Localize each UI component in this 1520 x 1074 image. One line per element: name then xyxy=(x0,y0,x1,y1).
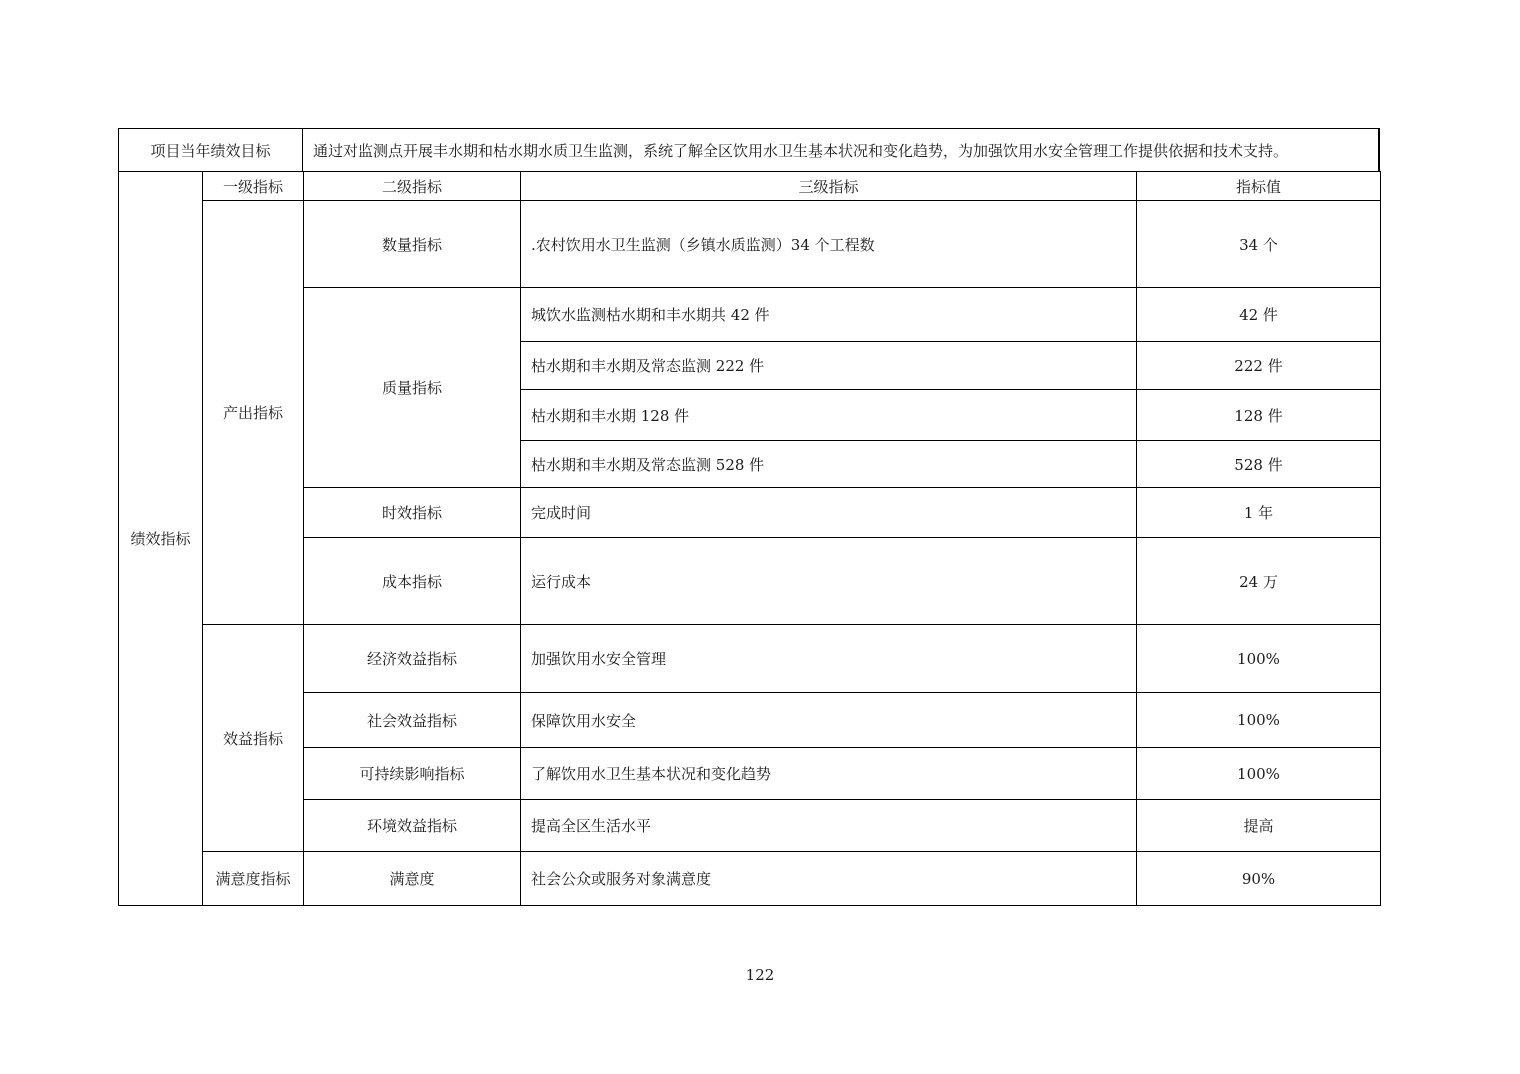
performance-indicator-table xyxy=(118,171,1381,906)
timeliness-indicator-item: 完成时间 xyxy=(521,488,1137,538)
satisfaction-value: 90% xyxy=(1137,852,1381,906)
goal-label: 项目当年绩效目标 xyxy=(119,129,303,172)
environmental-benefit-item: 提高全区生活水平 xyxy=(521,800,1137,852)
quality-indicator-label: 质量指标 xyxy=(304,288,521,488)
cost-indicator-item: 运行成本 xyxy=(521,538,1137,625)
social-benefit-item: 保障饮用水安全 xyxy=(521,693,1137,748)
cost-indicator-value: 24 万 xyxy=(1137,538,1381,625)
quantity-indicator-label: 数量指标 xyxy=(304,201,521,288)
sustainable-impact-item: 了解饮用水卫生基本状况和变化趋势 xyxy=(521,748,1137,800)
header-value: 指标值 xyxy=(1137,172,1381,201)
table-row xyxy=(119,693,1381,748)
table-row xyxy=(119,625,1381,693)
quality-indicator-item: 枯水期和丰水期 128 件 xyxy=(521,390,1137,441)
table-row xyxy=(119,852,1381,906)
economic-benefit-label: 经济效益指标 xyxy=(304,625,521,693)
quality-indicator-value: 128 件 xyxy=(1137,390,1381,441)
header-row xyxy=(119,172,1381,201)
quality-indicator-value: 528 件 xyxy=(1137,441,1381,488)
quality-indicator-item: 城饮水监测枯水期和丰水期共 42 件 xyxy=(521,288,1137,342)
page-number: 122 xyxy=(745,966,775,984)
sustainable-impact-value: 100% xyxy=(1137,748,1381,800)
table-row xyxy=(119,748,1381,800)
quality-indicator-value: 222 件 xyxy=(1137,342,1381,390)
benefit-indicator-label: 效益指标 xyxy=(203,625,304,852)
quality-indicator-item: 枯水期和丰水期及常态监测 222 件 xyxy=(521,342,1137,390)
table-row xyxy=(119,488,1381,538)
header-level1: 一级指标 xyxy=(203,172,304,201)
social-benefit-value: 100% xyxy=(1137,693,1381,748)
environmental-benefit-label: 环境效益指标 xyxy=(304,800,521,852)
satisfaction-indicator-label: 满意度指标 xyxy=(203,852,304,906)
quality-indicator-value: 42 件 xyxy=(1137,288,1381,342)
output-indicator-label: 产出指标 xyxy=(203,201,304,625)
timeliness-indicator-label: 时效指标 xyxy=(304,488,521,538)
quality-indicator-item: 枯水期和丰水期及常态监测 528 件 xyxy=(521,441,1137,488)
goal-text: 通过对监测点开展丰水期和枯水期水质卫生监测，系统了解全区饮用水卫生基本状况和变化趋势，为加强饮用水安全管理工作提供依据和技术支持。 xyxy=(303,129,1380,172)
table-row xyxy=(119,800,1381,852)
social-benefit-label: 社会效益指标 xyxy=(304,693,521,748)
goal-row xyxy=(119,129,1380,172)
cost-indicator-label: 成本指标 xyxy=(304,538,521,625)
satisfaction-item: 社会公众或服务对象满意度 xyxy=(521,852,1137,906)
quantity-indicator-value: 34 个 xyxy=(1137,201,1381,288)
header-level3: 三级指标 xyxy=(521,172,1137,201)
table-row xyxy=(119,538,1381,625)
economic-benefit-item: 加强饮用水安全管理 xyxy=(521,625,1137,693)
header-level2: 二级指标 xyxy=(304,172,521,201)
sustainable-impact-label: 可持续影响指标 xyxy=(304,748,521,800)
economic-benefit-value: 100% xyxy=(1137,625,1381,693)
table-row xyxy=(119,288,1381,342)
timeliness-indicator-value: 1 年 xyxy=(1137,488,1381,538)
environmental-benefit-value: 提高 xyxy=(1137,800,1381,852)
table-row xyxy=(119,201,1381,288)
quantity-indicator-item: .农村饮用水卫生监测（乡镇水质监测）34 个工程数 xyxy=(521,201,1137,288)
satisfaction-sub-label: 满意度 xyxy=(304,852,521,906)
section-label: 绩效指标 xyxy=(119,172,203,906)
performance-goal-table xyxy=(118,128,1380,172)
